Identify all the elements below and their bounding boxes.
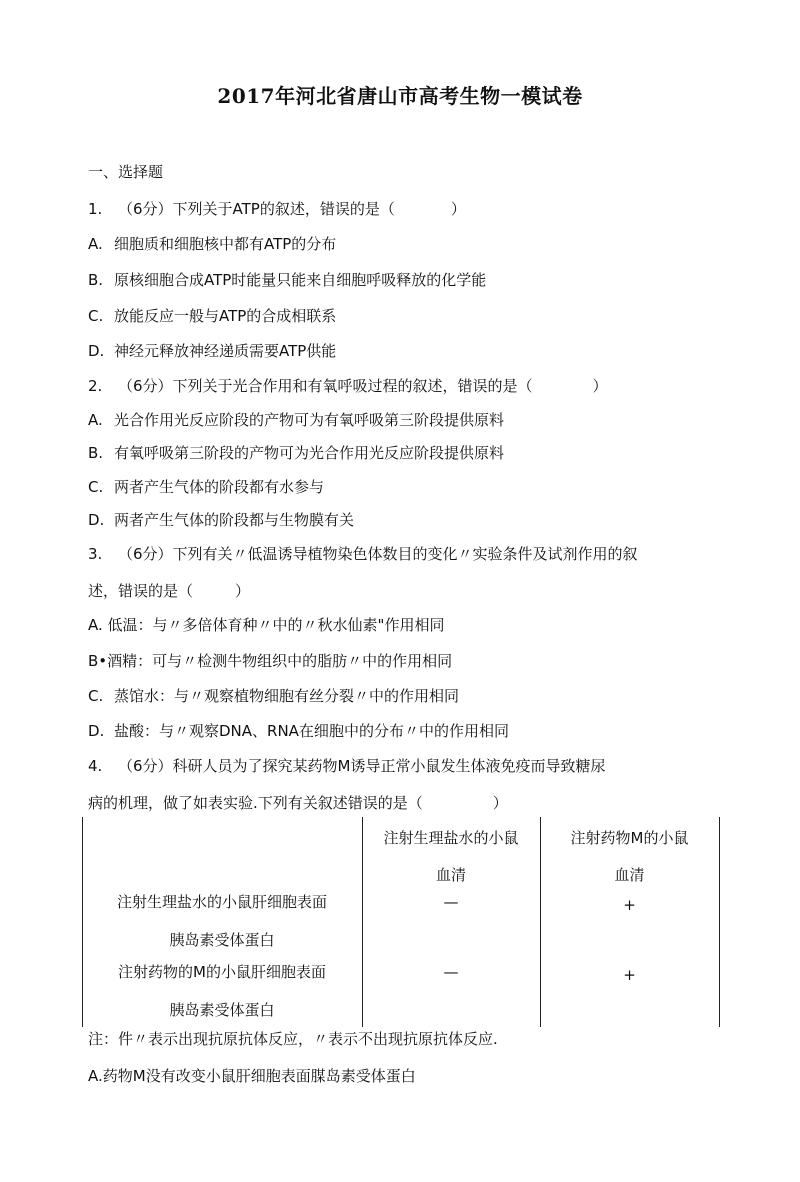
table-note: 注：件〃表示出现抗原抗体反应，〃表示不出现抗原抗体反应. <box>88 1030 498 1048</box>
question-stem: （6分）科研人员为了探究某药物M诱导正常小鼠发生体液免疫而导致糖尿 <box>118 757 606 775</box>
table-header-col2-line1: 注射药物M的小鼠 <box>570 829 689 847</box>
q1-option-a: A. 细胞质和细胞核中都有ATP的分布 <box>88 235 337 253</box>
question-number: 1. <box>88 200 103 218</box>
q4-option-a: A.药物M没有改变小鼠肝细胞表面腜岛素受体蛋白 <box>88 1067 416 1085</box>
question-4-cont: 病的机理，做了如表实验.下列有关叙述错误的是（ ） <box>88 794 508 812</box>
table-header-col1-line1: 注射生理盐水的小鼠 <box>383 829 519 847</box>
q3-option-c: C. 蒸馆水：与〃观察植物细胞有丝分裂〃中的作用相同 <box>88 687 460 705</box>
question-number: 3. <box>88 545 103 563</box>
table-divider-2 <box>540 817 541 1027</box>
table-divider-1 <box>362 817 363 1027</box>
question-stem: （6分）下列关于光合作用和有氧呼吸过程的叙述，错误的是（ <box>118 377 533 395</box>
q2-option-c: C. 两者产生气体的阶段都有水参与 <box>88 478 325 496</box>
answer-paren-close: ） <box>592 377 608 395</box>
q1-option-b: B. 原核细胞合成ATP时能量只能来自细胞呼吸释放的化学能 <box>88 271 487 289</box>
table-row2-label-line2: 胰岛素受体蛋白 <box>169 1001 275 1019</box>
question-number: 2. <box>88 377 103 395</box>
table-row2-label-line1: 注射药物的M的小鼠肝细胞表面 <box>118 963 326 981</box>
experiment-table <box>82 817 720 1027</box>
question-3-cont: 述，错误的是（ ） <box>88 582 251 600</box>
page-title: 2017年河北省唐山市高考生物一模试卷 <box>217 84 583 108</box>
question-1 <box>88 199 466 219</box>
q3-option-d: D. 盐酸：与〃观察DNA、RNA在细胞中的分布〃中的作用相同 <box>88 722 509 740</box>
table-header-col2-line2: 血清 <box>614 866 645 884</box>
question-stem: （6分）下列关于ATP的叙述，错误的是（ <box>118 200 395 218</box>
table-row1-label-line1: 注射生理盐水的小鼠肝细胞表面 <box>116 893 327 911</box>
q2-option-b: B. 有氧呼吸第三阶段的产物可为光合作用光反应阶段提供原料 <box>88 444 505 462</box>
table-row1-col1: — <box>443 893 459 911</box>
answer-paren-close: ） <box>450 200 466 218</box>
q2-option-d: D. 两者产生气体的阶段都与生物膜有关 <box>88 511 355 529</box>
answer-paren-close: ） <box>235 582 251 600</box>
q3-option-b: B•酒精：可与〃检测牛物组织中的脂肪〃中的作用相同 <box>88 652 453 670</box>
q1-option-d: D. 神经元释放神经递质需要ATP供能 <box>88 342 337 360</box>
answer-paren-close: ） <box>492 794 508 812</box>
section-heading: 一、选择题 <box>88 163 164 181</box>
table-row1-col2: + <box>623 896 636 914</box>
question-4 <box>88 756 606 776</box>
q1-option-c: C. 放能反应一般与ATP的合成相联系 <box>88 307 337 325</box>
question-2 <box>88 376 608 396</box>
question-stem: （6分）下列有关〃低温诱导植物染色体数目的变化〃实验条件及试剂作用的叙 <box>118 545 638 563</box>
q3-option-a: A. 低温：与〃多倍体育种〃中的〃秋水仙素"作用相同 <box>88 616 445 634</box>
q2-option-a: A. 光合作用光反应阶段的产物可为有氧呼吸第三阶段提供原料 <box>88 411 505 429</box>
table-row2-col1: — <box>443 963 459 981</box>
table-header-col1-line2: 血清 <box>435 866 466 884</box>
table-border-right <box>719 817 720 1027</box>
question-3 <box>88 544 638 564</box>
table-row1-label-line2: 胰岛素受体蛋白 <box>169 931 275 949</box>
table-row2-col2: + <box>623 966 636 984</box>
question-number: 4. <box>88 757 103 775</box>
table-border-left <box>82 817 83 1027</box>
